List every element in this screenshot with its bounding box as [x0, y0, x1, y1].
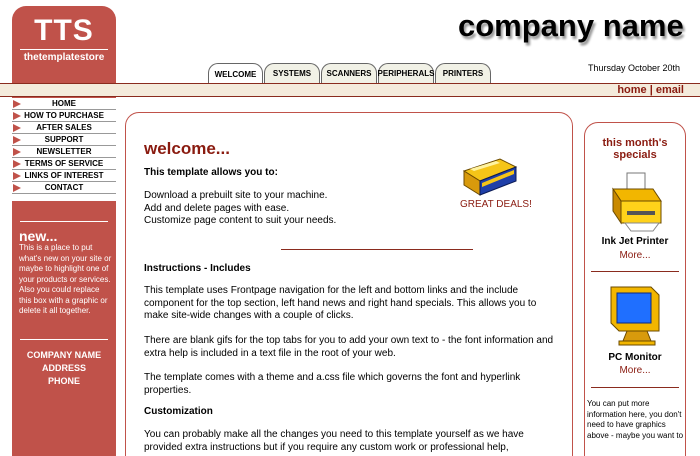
divider [591, 387, 679, 388]
more-link[interactable]: More... [619, 365, 651, 376]
customization-paragraph: You can probably make all the changes you need to this template yourself as we have provided extra instructions but if you require any custom work or professional help, [144, 429, 524, 453]
instructions-heading: Instructions - Includes [144, 263, 251, 274]
top-links [617, 84, 684, 97]
nav-item-links-of-interest[interactable] [12, 170, 116, 182]
arrow-right-icon [13, 160, 21, 168]
nav-item-home[interactable] [12, 98, 116, 110]
main-content [125, 112, 573, 456]
nav-item-label: HOW TO PURCHASE [24, 111, 104, 120]
nav-item-after-sales[interactable] [12, 122, 116, 134]
nav-item-contact[interactable] [12, 182, 116, 194]
arrow-right-icon [13, 112, 21, 120]
great-deals-label[interactable]: GREAT DEALS! [460, 199, 532, 210]
arrow-right-icon [13, 100, 21, 108]
content-divider [281, 249, 473, 250]
nav-item-label: SUPPORT [44, 135, 84, 144]
arrow-right-icon [13, 136, 21, 144]
current-date: Thursday October 20th [587, 63, 680, 73]
list-item: Download a prebuilt site to your machine. [144, 190, 328, 201]
tab-peripherals[interactable]: PERIPHERALS [378, 63, 434, 83]
divider [20, 221, 108, 222]
theme-paragraph: The template comes with a theme and a.css file which governs the font and hyperlink properties. [144, 372, 521, 396]
tab-systems[interactable]: SYSTEMS [264, 63, 320, 83]
nav-item-label: TERMS OF SERVICE [24, 159, 104, 168]
left-navigation [12, 98, 116, 194]
page-title: welcome... [144, 139, 230, 158]
tabs-paragraph: There are blank gifs for the top tabs for you to add your own text to - the font information and extra help is included in a text file in the root of your web. [144, 335, 554, 359]
nav-item-label: CONTACT [44, 183, 84, 192]
news-title: new... [19, 228, 58, 244]
nav-item-newsletter[interactable] [12, 146, 116, 158]
software-box-icon[interactable] [460, 155, 520, 199]
left-news-panel [12, 201, 116, 456]
logo-divider [20, 49, 108, 50]
customization-heading: Customization [144, 406, 213, 417]
logo-text: TTS [34, 14, 94, 47]
printer-icon[interactable] [605, 171, 665, 233]
product-name: PC Monitor [608, 352, 662, 363]
tab-printers[interactable]: PRINTERS [435, 63, 491, 83]
news-text: This is a place to put what's new on your site or maybe to highlight one of your products or services. Also you could replace this box with a graphic or delete it all together. [19, 243, 112, 315]
nav-item-how-to-purchase[interactable] [12, 110, 116, 122]
specials-panel [584, 122, 686, 456]
nav-item-label: AFTER SALES [36, 123, 92, 132]
tab-scanners[interactable]: SCANNERS [321, 63, 377, 83]
home-link[interactable]: home [617, 84, 647, 96]
product-name: Ink Jet Printer [601, 236, 669, 247]
feature-list [144, 190, 336, 228]
arrow-right-icon [13, 148, 21, 156]
contact-address: ADDRESS [41, 363, 86, 373]
arrow-right-icon [13, 184, 21, 192]
list-item: Add and delete pages with ease. [144, 202, 290, 214]
arrow-right-icon [13, 124, 21, 132]
link-separator: | [649, 84, 653, 96]
nav-item-label: HOME [52, 99, 76, 108]
logo-subtitle: thetemplatestore [23, 52, 105, 63]
arrow-right-icon [13, 172, 21, 180]
monitor-icon[interactable] [605, 283, 665, 347]
contact-company-name: COMPANY NAME [26, 350, 102, 360]
divider [591, 271, 679, 272]
top-tabs [208, 63, 492, 83]
nav-item-label: LINKS OF INTEREST [24, 171, 104, 180]
intro-text: This template allows you to: [144, 167, 278, 178]
company-name: company name [458, 8, 684, 43]
nav-item-support[interactable] [12, 134, 116, 146]
email-link[interactable]: email [655, 84, 684, 96]
nav-item-terms-of-service[interactable] [12, 158, 116, 170]
divider [20, 339, 108, 340]
tab-welcome[interactable]: WELCOME [208, 63, 263, 84]
company-contact [12, 349, 116, 388]
header-bar [0, 83, 700, 97]
nav-item-label: NEWSLETTER [36, 147, 92, 156]
instructions-paragraph: This template uses Frontpage navigation for the left and bottom links and the include component for the top section, left hand news and right hand specials. This allows you to make site-wide changes with a couple of clicks. [144, 285, 537, 321]
contact-phone: PHONE [47, 376, 80, 386]
list-item: Customize page content to suit your needs. [144, 215, 337, 226]
specials-title: this month's specials [602, 137, 668, 161]
more-link[interactable]: More... [619, 250, 651, 261]
specials-note: You can put more information here, you don't need to have graphics above - maybe you want to [587, 399, 684, 440]
